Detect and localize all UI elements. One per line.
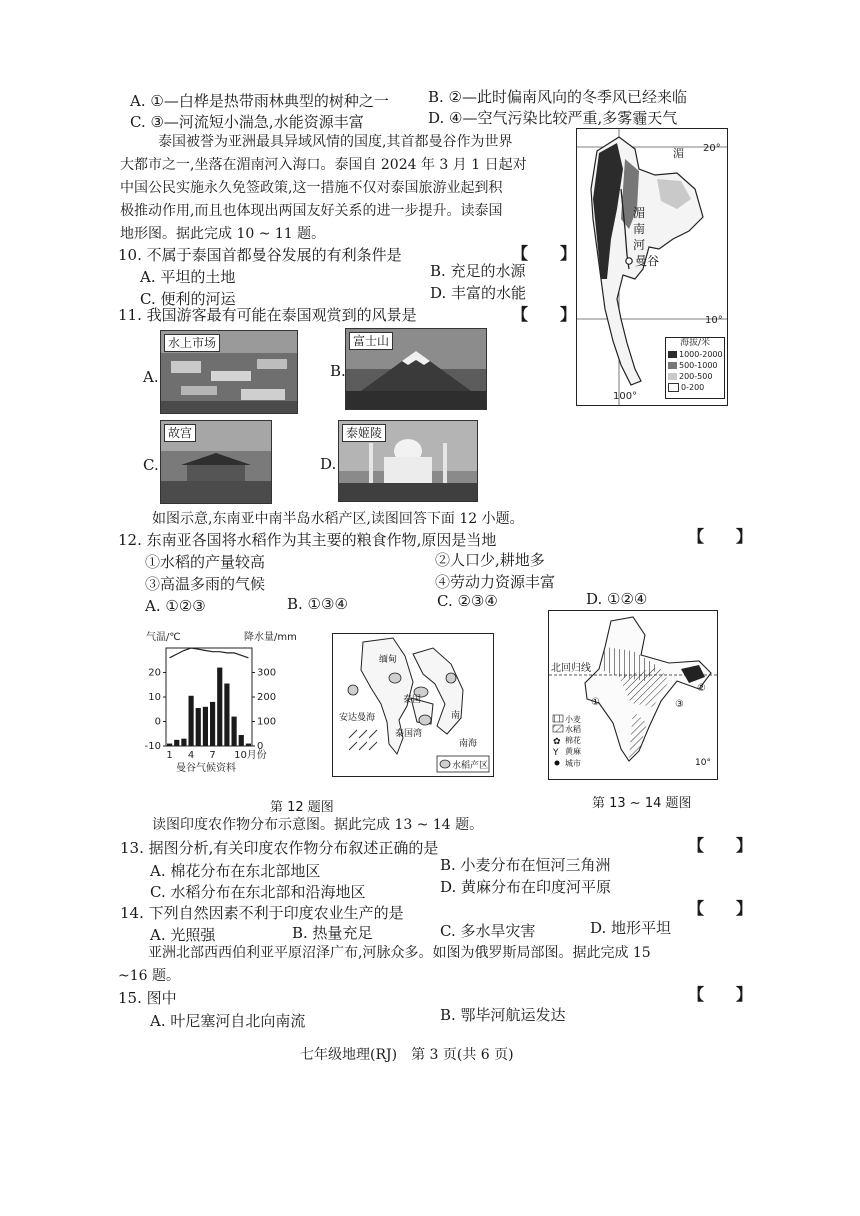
q12-stem: 12. 东南亚各国将水稻作为其主要的粮食作物,原因是当地 <box>118 531 497 549</box>
legend-city: 城市 <box>565 759 581 768</box>
q12-intro: 如图示意,东南亚中南半岛水稻产区,读图回答下面 12 小题。 <box>152 511 524 527</box>
q14-stem: 14. 下列自然因素不利于印度农业生产的是 <box>120 904 404 922</box>
legend-title: 海拔/米 <box>679 338 711 348</box>
q14-answer-bracket[interactable]: 【 】 <box>688 899 753 918</box>
label-south-china-sea: 南海 <box>459 739 478 749</box>
precip-bar-6 <box>203 707 208 746</box>
label-andaman-sea: 安达曼海 <box>339 713 376 723</box>
legend-entry-2: 500-1000 <box>679 361 718 370</box>
taj-mahal-photo <box>338 420 478 502</box>
cotton-icon: ✿ <box>553 737 561 747</box>
q10-stem: 10. 不属于泰国首都曼谷发展的有利条件是 <box>118 246 402 264</box>
photo-label-taj-mahal: 泰姬陵 <box>342 424 386 442</box>
river-char-2: 南 <box>633 222 646 236</box>
q11-option-b-letter: B. <box>330 362 346 380</box>
precip-tick-label: 200 <box>257 692 277 703</box>
precip-bar-4 <box>189 696 194 746</box>
temp-tick-label: -10 <box>144 741 161 752</box>
mount-fuji-photo <box>345 328 487 410</box>
month-tick-label: 10月份 <box>234 750 267 761</box>
temp-tick-label: 0 <box>154 716 161 728</box>
q12-statement-1: ①水稻的产量较高 <box>145 553 266 571</box>
q12-answer-bracket[interactable]: 【 】 <box>688 527 753 546</box>
q12-statement-2: ②人口少,耕地多 <box>435 551 545 569</box>
precip-bar-2 <box>174 740 179 746</box>
q13-stem: 13. 据图分析,有关印度农作物分布叙述正确的是 <box>120 839 439 857</box>
q10-option-b: B. 充足的水源 <box>430 262 526 280</box>
q10-option-a: A. 平坦的土地 <box>140 268 236 286</box>
top-river-label: 湄 <box>673 147 684 160</box>
q13-option-b: B. 小麦分布在恒河三角洲 <box>440 856 611 874</box>
month-tick-label: 1 <box>166 750 173 761</box>
river-char-3: 河 <box>633 238 646 252</box>
q15-answer-bracket[interactable]: 【 】 <box>688 985 753 1004</box>
label-nan: 南 <box>451 711 461 721</box>
q15-stem: 15. 图中 <box>118 989 177 1007</box>
label-myanmar: 缅甸 <box>379 655 398 665</box>
figure-13-14-caption: 第 13 ~ 14 题图 <box>592 796 692 811</box>
q12-option-c: C. ②③④ <box>437 592 498 610</box>
q11-option-d-letter: D. <box>320 455 337 473</box>
q11-stem: 11. 我国游客最有可能在泰国观赏到的风景是 <box>118 306 417 324</box>
climate-chart-svg <box>136 628 316 776</box>
thailand-intro-line-1: 泰国被誉为亚洲最具异域风情的国度,其首都曼谷作为世界 <box>158 134 513 150</box>
q14-option-c: C. 多水旱灾害 <box>440 922 536 940</box>
q12-option-a: A. ①②③ <box>145 597 206 615</box>
q11-option-c-letter: C. <box>143 456 159 474</box>
india-mark-1: ① <box>591 697 600 708</box>
siberia-intro-line-2: ~16 题。 <box>118 968 180 984</box>
legend-cotton: 棉花 <box>565 736 581 745</box>
lat-10-label: 10° <box>705 315 723 326</box>
india-mark-3: ③ <box>675 699 684 710</box>
forbidden-city-photo <box>160 420 272 504</box>
precip-tick-label: 300 <box>257 667 277 679</box>
temperature-line <box>170 648 249 658</box>
precip-bar-8 <box>217 668 222 746</box>
india-lon-label: 10° <box>695 758 711 768</box>
legend-swatch-3 <box>668 373 677 380</box>
se-asia-map-svg <box>333 634 493 776</box>
photo-label-mount-fuji: 富士山 <box>349 332 393 350</box>
q10-option-d: D. 丰富的水能 <box>430 284 527 302</box>
q15-option-a: A. 叶尼塞河自北向南流 <box>150 1012 306 1030</box>
page-footer: 七年级地理(RJ) 第 3 页(共 6 页) <box>300 1047 514 1063</box>
q12-statement-3: ③高温多雨的气候 <box>145 575 266 593</box>
india-mark-2: ② <box>697 683 706 694</box>
q14-option-b: B. 热量充足 <box>292 924 373 942</box>
lon-100-label: 100° <box>613 391 638 402</box>
river-char-1: 湄 <box>633 206 646 220</box>
legend-wheat: 小麦 <box>565 715 581 724</box>
temp-tick-label: 10 <box>148 692 161 703</box>
floating-market-photo <box>160 330 298 414</box>
thailand-intro-line-4: 极推动作用,而且也体现出两国友好关系的进一步提升。读泰国 <box>120 203 503 219</box>
tropic-label: 北回归线 <box>551 663 591 674</box>
bangkok-label: 曼谷 <box>635 254 660 268</box>
thailand-terrain-map <box>576 128 728 406</box>
q11-option-a-letter: A. <box>143 368 159 386</box>
q12-option-b: B. ①③④ <box>287 595 348 613</box>
india-crop-map <box>548 610 718 780</box>
q14-option-a: A. 光照强 <box>150 926 216 944</box>
legend-swatch-1 <box>668 351 677 358</box>
precip-tick-label: 100 <box>257 716 277 728</box>
southeast-asia-rice-map <box>332 633 494 777</box>
legend-swatch-2 <box>668 362 677 369</box>
temp-tick-label: 20 <box>148 667 161 679</box>
precip-bar-1 <box>167 744 172 746</box>
q11-answer-bracket[interactable]: 【 】 <box>512 305 577 324</box>
thailand-intro-line-5: 地形图。据此完成 10 ~ 11 题。 <box>120 226 326 242</box>
q13-option-d: D. 黄麻分布在印度河平原 <box>440 878 612 896</box>
temp-axis-title: 气温/℃ <box>146 632 181 643</box>
lat-20-label: 20° <box>703 143 721 154</box>
q9-option-c: C. ③—河流短小湍急,水能资源丰富 <box>130 113 364 131</box>
q9-option-b: B. ②—此时偏南风向的冬季风已经来临 <box>428 88 688 106</box>
precip-bar-7 <box>210 702 215 746</box>
precip-tick-label: 0 <box>257 741 264 752</box>
thailand-intro-line-2: 大都市之一,坐落在湄南河入海口。泰国自 2024 年 3 月 1 日起对 <box>120 157 527 173</box>
elevation-legend <box>665 337 725 399</box>
precip-bar-12 <box>246 744 251 746</box>
photo-label-floating-market: 水上市场 <box>164 334 220 352</box>
q12-statement-4: ④劳动力资源丰富 <box>435 573 556 591</box>
legend-jute: 黄麻 <box>565 747 581 756</box>
q14-option-d: D. 地形平坦 <box>590 919 672 937</box>
q9-option-d: D. ④—空气污染比较严重,多雾霾天气 <box>428 109 678 127</box>
precip-bar-9 <box>224 684 229 746</box>
plot-frame <box>166 648 252 746</box>
q10-answer-bracket[interactable]: 【 】 <box>512 244 577 263</box>
precip-bar-5 <box>196 708 201 746</box>
legend-rice-area: 水稻产区 <box>452 761 489 771</box>
legend-entry-4: 0-200 <box>681 383 705 392</box>
precip-bar-3 <box>181 739 186 746</box>
legend-entry-3: 200-500 <box>679 372 713 381</box>
legend-rice: 水稻 <box>565 725 581 734</box>
q13-option-c: C. 水稻分布在东北部和沿海地区 <box>150 883 366 901</box>
month-tick-label: 7 <box>209 750 216 761</box>
thailand-intro-line-3: 中国公民实施永久免签政策,这一措施不仅对泰国旅游业起到积 <box>120 180 503 196</box>
precip-axis-title: 降水量/mm <box>244 632 297 643</box>
siberia-intro-line-1: 亚洲北部西西伯利亚平原沼泽广布,河脉众多。如图为俄罗斯局部图。据此完成 15 <box>148 945 651 961</box>
q12-option-d: D. ①②④ <box>586 590 648 608</box>
label-gulf-of-thailand: 泰国湾 <box>395 729 423 739</box>
q15-option-b: B. 鄂毕河航运发达 <box>440 1006 566 1024</box>
month-tick-label: 4 <box>187 750 195 761</box>
q13-option-a: A. 棉花分布在东北部地区 <box>150 862 321 880</box>
climate-chart-caption: 曼谷气候资料 <box>176 763 236 774</box>
jute-icon: Y <box>553 748 559 758</box>
legend-entry-1: 1000-2000 <box>679 350 723 359</box>
legend-swatch-4 <box>668 383 679 392</box>
precip-bar-10 <box>232 717 237 746</box>
bangkok-climate-chart <box>136 628 316 776</box>
india-intro: 读图印度农作物分布示意图。据此完成 13 ~ 14 题。 <box>152 817 484 833</box>
photo-label-forbidden-city: 故宫 <box>164 424 196 442</box>
label-thailand: 泰国 <box>403 695 422 705</box>
q13-answer-bracket[interactable]: 【 】 <box>688 836 753 855</box>
q10-option-c: C. 便利的河运 <box>140 290 236 308</box>
figure-12-caption: 第 12 题图 <box>270 800 334 815</box>
q9-option-a: A. ①—白桦是热带雨林典型的树种之一 <box>130 92 389 110</box>
india-map-svg <box>549 611 717 779</box>
city-icon <box>555 761 560 766</box>
precip-bar-11 <box>239 735 244 746</box>
